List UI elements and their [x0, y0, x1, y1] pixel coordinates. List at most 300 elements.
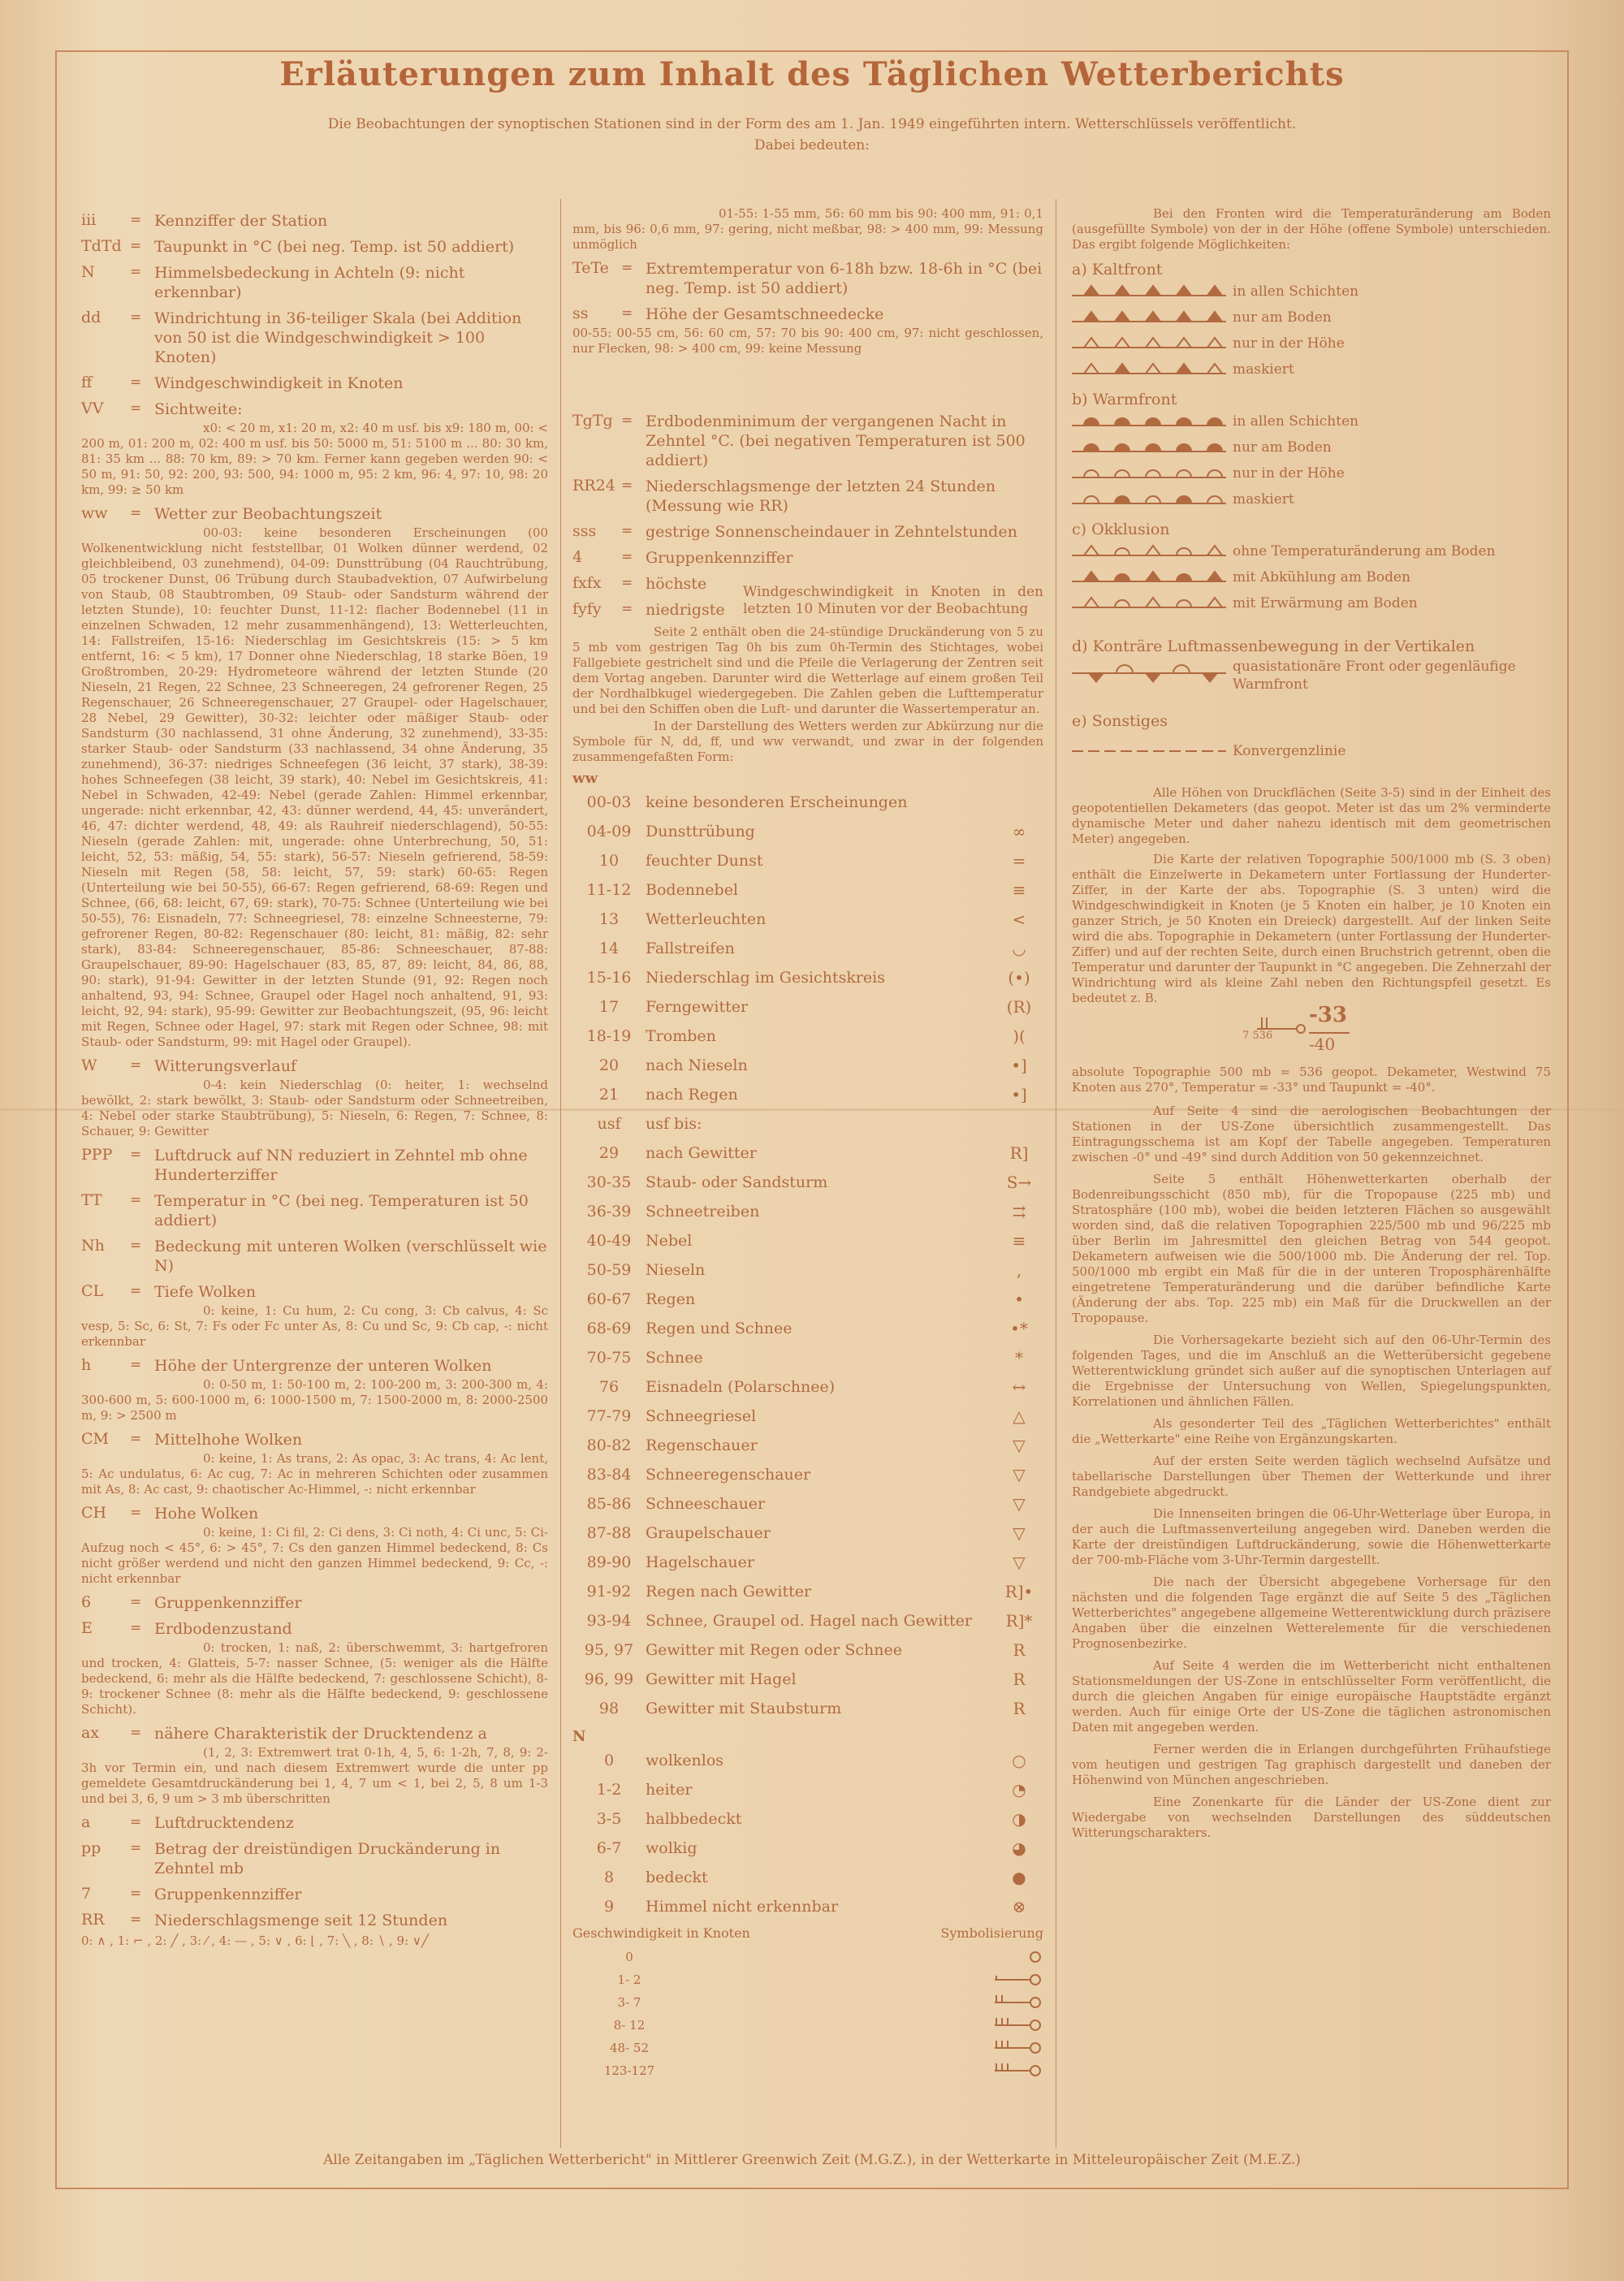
erste-seite-text: Auf der ersten Seite werden täglich wechselnd Aufsätze und tabellarische Darstellungen über Themen der Wetterkunde und ihrer Randgebiete abgedruckt. — [1072, 1454, 1551, 1499]
ww-symbol: ▽ — [1013, 1494, 1026, 1514]
code-entry — [81, 1724, 548, 1743]
n-symbol: ○ — [1012, 1751, 1026, 1770]
ww-label: Nieseln — [646, 1261, 706, 1279]
ww-symbol: ≡ — [1012, 880, 1026, 900]
front-label: in allen Schichten — [1233, 283, 1359, 300]
ww-code: 15-16 — [586, 969, 632, 987]
ww-row — [572, 1548, 1043, 1577]
ww-code: 17 — [598, 998, 620, 1016]
ww-symbol: (•) — [1008, 968, 1030, 987]
ww-symbol: , — [1016, 1260, 1022, 1280]
n-symbol: ◑ — [1012, 1809, 1026, 1829]
ww-label: Regen und Schnee — [646, 1320, 793, 1337]
ww-code: 89-90 — [586, 1553, 632, 1571]
occl-front-symbol — [1072, 567, 1226, 588]
wind-barb-icon — [987, 1994, 1043, 2011]
front-label: ohne Temperaturänderung am Boden — [1233, 543, 1496, 559]
ww-code: usf — [597, 1115, 621, 1133]
hoehen-text: Alle Höhen von Druckflächen (Seite 3-5) sind in der Einheit des geopotentiellen Dekameters (das geopot. Meter ist das um 2% verminderte dynamische Meter und daher nahezu identisch mit dem geometrischen Meter) angegeben. — [1072, 785, 1551, 846]
ww-label: Gewitter mit Staubsturm — [646, 1700, 842, 1717]
entry-description: Luftdrucktendenz — [154, 1814, 294, 1832]
ww-symbol: ◡ — [1012, 939, 1026, 958]
entry-description: Windrichtung in 36-teiliger Skala (bei Addition von 50 ist die Windgeschwindigkeit > 100 Knoten) — [154, 309, 522, 366]
code-entry — [81, 1593, 548, 1613]
ww-row — [572, 934, 1043, 963]
ww-symbol: )( — [1013, 1026, 1026, 1046]
equals-sign: = — [130, 1057, 142, 1074]
entry-symbol: CH — [81, 1504, 107, 1522]
n-table — [572, 1746, 1043, 1921]
ww-symbol: ▽ — [1013, 1523, 1026, 1543]
code-entry — [81, 1911, 548, 1930]
ww-label: Eisnadeln (Polarschnee) — [646, 1378, 836, 1396]
entry-symbol: TdTd — [81, 237, 122, 255]
entry-description: Höhe der Untergrenze der unteren Wolken — [154, 1357, 492, 1375]
column-right — [1072, 205, 1551, 1841]
ww-row — [572, 1255, 1043, 1285]
ww-label: Staub- oder Sandsturm — [646, 1173, 828, 1191]
subtitle-line-1: Die Beobachtungen der synoptischen Stationen sind in der Form des am 1. Jan. 1949 eingeführten intern. Wetterschlüssels veröffentlicht. — [327, 116, 1297, 132]
n-row — [572, 1892, 1043, 1921]
wind-header — [572, 1921, 1043, 1946]
equals-sign: = — [130, 212, 142, 228]
n-code: 3-5 — [596, 1810, 622, 1828]
vorhersage-text: Die Vorhersagekarte bezieht sich auf den 06-Uhr-Termin des folgenden Tages, und die im Anschluß an die Wetterübersicht gegebene Wetterentwicklung gründet sich außer auf die synoptischen Unterlagen auf die Ergebnisse der Untersuchung von Wellen, Spiegelungspunkten, Korrelationen und ähnlichen Fällen. — [1072, 1333, 1551, 1409]
equals-sign: = — [130, 1505, 142, 1521]
ww-label: Wetterleuchten — [646, 910, 767, 928]
entry-description: Gruppenkennziffer — [154, 1594, 302, 1612]
ww-code: 93-94 — [586, 1612, 632, 1630]
ww-symbol: ≡ — [1012, 1231, 1026, 1251]
entry-detail: (1, 2, 3: Extremwert trat 0-1h, 4, 5, 6: 1-2h, 7, 8, 9: 2-3h vor Termin ein, und nach diesem Extremwert wurde die unter pp gemeldete Gesamtdruckänderung bei 1, 4, 7 um < 1, bei 2, 5, 8 um 1-3 und bei 3, 6, 9 um > 3 mb überschritten — [81, 1745, 548, 1806]
front-row — [1072, 564, 1551, 590]
ww-row — [572, 1080, 1043, 1109]
ww-symbol: R — [1013, 1699, 1026, 1718]
ww-row — [572, 1489, 1043, 1519]
equals-sign: = — [621, 601, 633, 617]
wind-barb-icon — [987, 1948, 1043, 1966]
fx-note: Windgeschwindigkeit in Knoten in den letzten 10 Minuten vor der Beobachtung — [743, 584, 1043, 617]
front-label: maskiert — [1233, 491, 1294, 508]
entry-description: Niederschlagsmenge der letzten 24 Stunden (Messung wie RR) — [646, 477, 996, 515]
kaltfront-list — [1072, 279, 1551, 382]
entry-symbol: 7 — [81, 1885, 92, 1903]
tendency-symbols: 0: ∧ , 1: ⌐ , 2: ╱ , 3: ⁄ , 4: — , 5: ∨ , 6: ⌊ , 7: ╲ , 8: ∖ , 9: ∨╱ — [81, 1933, 429, 1948]
ww-code: 85-86 — [586, 1495, 632, 1513]
entry-description: gestrige Sonnenscheindauer in Zehntelstunden — [646, 523, 1017, 541]
ww-label: feuchter Dunst — [646, 852, 763, 870]
ww-row — [572, 817, 1043, 846]
ww-label: Schneetreiben — [646, 1203, 760, 1220]
ww-label: Schnee — [646, 1349, 703, 1367]
equals-sign: = — [130, 505, 142, 521]
ww-symbol: •* — [1010, 1319, 1028, 1338]
ww-row — [572, 1665, 1043, 1694]
ww-label: Regen — [646, 1290, 696, 1308]
equals-sign: = — [130, 264, 142, 280]
wind-barb-icon — [987, 2062, 1043, 2080]
front-label: in allen Schichten — [1233, 413, 1359, 430]
ww-symbol: R]* — [1005, 1611, 1033, 1631]
ww-label: Schneeregenschauer — [646, 1466, 811, 1484]
ww-code: 14 — [598, 940, 620, 957]
ww-label: Schnee, Graupel od. Hagel nach Gewitter — [646, 1612, 972, 1630]
ww-code: 60-67 — [586, 1290, 632, 1308]
entry-description: Kennziffer der Station — [154, 212, 328, 230]
front-label: nur in der Höhe — [1233, 465, 1345, 482]
entry-detail: 0-4: kein Niederschlag (0: heiter, 1: wechselnd bewölkt, 2: stark bewölkt, 3: Staub- oder Sandsturm oder Schneetreiben, 4: Nebel oder starke Staubtrübung), 5: Nieseln, 6: Regen, 7: Schnee, 8: Schauer, 9: Gewitter — [81, 1078, 548, 1138]
kontraer-row — [1072, 655, 1551, 696]
entry-description: Tiefe Wolken — [154, 1283, 257, 1301]
entry-symbol: fyfy — [572, 600, 602, 618]
wind-speed: 8- 12 — [613, 2018, 646, 2033]
entry-symbol: fxfx — [572, 574, 602, 592]
wind-arrow-icon — [1257, 1013, 1306, 1045]
entry-symbol: CM — [81, 1430, 109, 1448]
vv-text: x0: < 20 m, x1: 20 m, x2: 40 m usf. bis x9: 180 m, 00: < 200 m, 01: 200 m, 02: 400 m usf. bis 50: 5000 m, 51: 5100 m ... 80: 30 km, 81: 35 km ... 88: 70 km, 89: > 70 km. Ferner kann gegeben werden 90: < 50 m, 91: 50, 92: 200, 93: 500, 94: 1000 m, 95: 2 km, 96: 4, 97: 10, 98: 20 km, 99: ≥ 50 km — [81, 421, 548, 497]
ww-code: 10 — [598, 852, 620, 870]
page-subtitle — [0, 114, 1624, 156]
warm-front-symbol — [1072, 411, 1226, 432]
code-entry — [572, 548, 1043, 568]
entry-symbol: VV — [81, 400, 104, 417]
kontraer-label: quasistationäre Front oder gegenläufige Warmfront — [1233, 659, 1516, 693]
equals-sign: = — [130, 1192, 142, 1208]
code-entry — [572, 259, 1043, 298]
front-label: mit Abkühlung am Boden — [1233, 569, 1411, 585]
ww-symbol: (R) — [1006, 997, 1032, 1017]
front-label: nur am Boden — [1233, 309, 1332, 326]
occl-front-symbol — [1072, 541, 1226, 562]
code-entry — [572, 305, 1043, 324]
n-label: Himmel nicht erkennbar — [646, 1898, 839, 1916]
equals-sign: = — [130, 238, 142, 254]
equals-sign: = — [621, 477, 633, 494]
code-list-a — [81, 211, 548, 419]
entry-description: Windgeschwindigkeit in Knoten — [154, 374, 404, 392]
ww-label: Dunsttrübung — [646, 823, 755, 840]
equals-sign: = — [621, 413, 633, 429]
entry-description: Himmelsbedeckung in Achteln (9: nicht erkennbar) — [154, 264, 465, 301]
ww-code: 04-09 — [586, 823, 632, 840]
ww-code: 13 — [598, 910, 620, 928]
entry-symbol: CL — [81, 1282, 104, 1300]
entry-description: Erdbodenminimum der vergangenen Nacht in Zehntel °C. (bei negativen Temperaturen ist 500 addiert) — [646, 413, 1026, 469]
ww-label: Regenschauer — [646, 1436, 758, 1454]
n-label: halbbedeckt — [646, 1810, 742, 1828]
front-row — [1072, 434, 1551, 460]
entry-symbol: pp — [81, 1839, 102, 1857]
entry-description: Höhe der Gesamtschneedecke — [646, 305, 884, 323]
ww-row — [572, 963, 1043, 992]
ww-symbol: ▽ — [1013, 1465, 1026, 1484]
entry-detail: 0: keine, 1: As trans, 2: As opac, 3: Ac trans, 4: Ac lent, 5: Ac undulatus, 6: Ac cug, 7: Ac in mehreren Schichten oder zusammen mit As, 8: Ac cast, 9: chaotischer Ac-Himmel, -: nicht erkennbar — [81, 1451, 548, 1497]
ww-label: nach Regen — [646, 1086, 738, 1104]
code-entry — [81, 1885, 548, 1904]
entry-description: höchste — [646, 575, 707, 593]
wind-speed: 1- 2 — [617, 1972, 641, 1987]
ww-label: Graupelschauer — [646, 1524, 771, 1542]
code-entry — [81, 1237, 548, 1276]
ww-label: Schneeschauer — [646, 1495, 766, 1513]
okklusion-list — [1072, 538, 1551, 616]
ww-symbol: R]• — [1004, 1582, 1034, 1601]
ww-code: 96, 99 — [584, 1670, 634, 1688]
front-label: nur am Boden — [1233, 439, 1332, 456]
entry-symbol: N — [81, 263, 95, 281]
code-entry — [81, 1813, 548, 1833]
ww-symbol: < — [1012, 909, 1026, 929]
n-label: heiter — [646, 1781, 693, 1799]
equals-sign: = — [130, 1594, 142, 1610]
ww-row — [572, 1197, 1043, 1226]
page-title: Erläuterungen zum Inhalt des Täglichen Wetterberichts — [279, 55, 1345, 93]
ww-label: usf bis: — [646, 1115, 702, 1133]
ww-row — [572, 1168, 1043, 1197]
entry-description: Sichtweite: — [154, 400, 243, 418]
ww-code: 30-35 — [586, 1173, 632, 1191]
footer-note: Alle Zeitangaben im „Täglichen Wetterbericht" in Mittlerer Greenwich Zeit (M.G.Z.), in der Wetterkarte in Mitteleuropäischer Zeit (M.E.Z.) — [323, 2152, 1301, 2168]
code-entry — [81, 1430, 548, 1449]
ww-symbol: R] — [1009, 1143, 1029, 1163]
ww-label: Hagelschauer — [646, 1553, 754, 1571]
entry-symbol: TT — [81, 1191, 102, 1209]
code-entry — [572, 412, 1043, 470]
seite4-text: Auf Seite 4 sind die aerologischen Beobachtungen der Stationen in der US-Zone übersichtlich zusammengestellt. Das Eintragungsschema ist am Kopf der Tabelle angegeben. Temperaturen zwischen -0° und -49° sind durch Addition von 50 gekennzeichnet. — [1072, 1104, 1551, 1164]
entry-symbol: h — [81, 1356, 92, 1374]
entry-symbol: iii — [81, 211, 97, 229]
equals-sign: = — [130, 1620, 142, 1636]
ww-code: 11-12 — [586, 881, 632, 899]
code-entry — [81, 1191, 548, 1230]
equals-sign: = — [621, 549, 633, 565]
warmfront-heading: b) Warmfront — [1072, 391, 1177, 408]
ww-symbol: * — [1015, 1348, 1023, 1367]
seite2-text: Seite 2 enthält oben die 24-stündige Druckänderung von 5 zu 5 mb vom gestrigen Tag 0h bis zum 0h-Termin des Stichtages, wobei Fallgebiete gestrichelt sind und die Pfeile die Verlagerung der Zentren seit dem Vortag angeben. Darunter wird die Wetterlage auf einem großen Teil der Nordhalbkugel wiedergegeben. Die Zahlen geben die Lufttemperatur und bei den Schiffen oben die Luft- und darunter die Wassertemperatur an. — [572, 624, 1043, 716]
equals-sign: = — [130, 1886, 142, 1902]
wind-header-left: Geschwindigkeit in Knoten — [572, 1925, 750, 1941]
equals-sign: = — [130, 1840, 142, 1856]
n-row — [572, 1804, 1043, 1834]
code-entry — [81, 1839, 548, 1878]
equals-sign: = — [621, 305, 633, 322]
ww-code: 18-19 — [586, 1027, 632, 1045]
ss-text: 00-55: 00-55 cm, 56: 60 cm, 57: 70 bis 90: 400 cm, 97: nicht geschlossen, nur Flecken, 98: > 400 cm, 99: keine Messung — [572, 326, 1043, 356]
front-label: maskiert — [1233, 361, 1294, 378]
darstellung-text: In der Darstellung des Wetters werden zur Abkürzung nur die Symbole für N, dd, ff, und ww verwandt, und zwar in der folgenden zusammengefaßten Form: — [572, 719, 1043, 764]
wind-row — [572, 1946, 1043, 1968]
front-row — [1072, 330, 1551, 356]
n-label: wolkig — [646, 1839, 698, 1857]
column-left — [81, 205, 548, 1949]
ww-symbol: ▽ — [1013, 1436, 1026, 1455]
entry-detail: 0: keine, 1: Ci fil, 2: Ci dens, 3: Ci noth, 4: Ci unc, 5: Ci-Aufzug noch < 45°, 6: > 45°, 7: Cs den ganzen Himmel bedeckend, 8: Cs nicht größer werdend und nicht den ganzen Himmel bedeckend, 9: Cc, -: nicht erkennbar — [81, 1525, 548, 1586]
ww-row — [572, 1285, 1043, 1314]
ww-code: 50-59 — [586, 1261, 632, 1279]
front-row — [1072, 590, 1551, 616]
n-row — [572, 1834, 1043, 1863]
ww-code: 36-39 — [586, 1203, 632, 1220]
fronten-intro: Bei den Fronten wird die Temperaturänderung am Boden (ausgefüllte Symbole) von der in der Höhe (offene Symbole) unterschieden. Das ergibt folgende Möglichkeiten: — [1072, 206, 1551, 252]
ww-code: 00-03 — [586, 793, 632, 811]
front-row — [1072, 486, 1551, 512]
ww-table — [572, 788, 1043, 1723]
equals-sign: = — [130, 1814, 142, 1830]
code-entry — [81, 400, 548, 419]
ww-code: 20 — [598, 1056, 620, 1074]
ww-code: 83-84 — [586, 1466, 632, 1484]
entry-symbol: sss — [572, 522, 597, 540]
ww-row — [572, 905, 1043, 934]
cold-front-symbol — [1072, 359, 1226, 380]
ww-header: ww — [572, 770, 598, 787]
equals-sign: = — [130, 1725, 142, 1741]
entry-symbol: E — [81, 1619, 93, 1637]
example-left-values: 7 536 — [1242, 1030, 1273, 1042]
stationary-front-symbol — [1072, 663, 1226, 688]
ww-symbol: ▽ — [1013, 1553, 1026, 1572]
ww-row — [572, 1577, 1043, 1606]
entry-description: Gruppenkennziffer — [154, 1886, 302, 1903]
seite5-text: Seite 5 enthält Höhenwetterkarten oberhalb der Bodenreibungsschicht (850 mb), für die Tropopause (225 mb) und Stratosphäre (100 mb), wobei die beiden letzteren Flächen so ausgewählt worden sind, daß die relativen Topographien 225/500 mb und 96/225 mb über Berlin im Jahresmittel den gleichen Betrag von 544 geopot. Dekametern aufweisen wie die 500/1000 mb. Die Änderung der rel. Top. 500/1000 mb ergibt ein Maß für die in der unteren Troposphärenhälfte eingetretene Temperaturänderung und die darüber befindliche Karte (Änderung der abs. Top. 225 mb) ein Maß für die Druckwellen an der Tropopause. — [1072, 1172, 1551, 1325]
equals-sign: = — [130, 1357, 142, 1373]
example-text: absolute Topographie 500 mb = 536 geopot. Dekameter, Westwind 75 Knoten aus 270°, Temperatur = -33° und Taupunkt = -40°. — [1072, 1065, 1551, 1095]
code-entry — [81, 263, 548, 302]
ww-code: 95, 97 — [584, 1641, 634, 1659]
wind-table — [572, 1946, 1043, 2082]
ww-label: Ferngewitter — [646, 998, 749, 1016]
n-row — [572, 1775, 1043, 1804]
entry-symbol: W — [81, 1056, 97, 1074]
ww-row — [572, 1460, 1043, 1489]
topo-text: Die Karte der relativen Topographie 500/1000 mb (S. 3 oben) enthält die Einzelwerte in Dekametern unter Fortlassung der Hunderter-Ziffer, in der Karte der abs. Topographie (S. 3 unten) wird die Windgeschwindigkeit in Knoten (je 5 Knoten ein halber, je 10 Knoten ein ganzer Strich, je 50 Knoten ein Dreieck) dargestellt. Auf der linken Seite wird die abs. Topographie in Dekametern (unter Fortlassung der Hunderter-Ziffer) und auf der rechten Seite, durch einen Bruchstrich getrennt, oben die Temperatur und darunter der Taupunkt in °C angegeben. Die Zehnerzahl der Windrichtung wird als kleine Zahl neben den Richtungspfeil gesetzt. Es bedeutet z. B. — [1072, 852, 1551, 1005]
n-label: wolkenlos — [646, 1752, 724, 1769]
wind-barb-icon — [987, 2039, 1043, 2057]
ww-row — [572, 1372, 1043, 1402]
wind-barb-icon — [987, 2016, 1043, 2034]
subtitle-line-2: Dabei bedeuten: — [754, 137, 870, 153]
entry-description: Extremtemperatur von 6-18h bzw. 18-6h in °C (bei neg. Temp. ist 50 addiert) — [646, 260, 1043, 297]
entry-description: Gruppenkennziffer — [646, 549, 793, 567]
ww-row — [572, 846, 1043, 875]
seite4b-text: Auf Seite 4 werden die im Wetterbericht nicht enthaltenen Stationsmeldungen der US-Zone in entschlüsselter Form veröffentlicht, die durch die gleichen Angaben für einige europäische Hauptstädte ergänzt werden. Auch für einige Orte der US-Zone die täglichen astronomischen Daten mit angegeben werden. — [1072, 1658, 1551, 1735]
code-entry — [81, 1356, 548, 1376]
ww-symbol: ↔ — [1012, 1377, 1026, 1397]
ww-symbol: R — [1013, 1670, 1026, 1689]
ww-row — [572, 1051, 1043, 1080]
nach-text: Die nach der Übersicht abgegebene Vorhersage für den nächsten und die folgenden Tage ergänzt die auf Seite 5 des „Täglichen Wetterberichtes" angegebene allgemeine Wetterentwicklung durch präzisere Angaben über die einzelnen Wetterelemente für die verschiedenen Prognosenbezirke. — [1072, 1575, 1551, 1651]
example-temperature: -33 — [1309, 1003, 1347, 1027]
ww-row — [572, 1109, 1043, 1138]
wind-speed: 3- 7 — [617, 1995, 641, 2010]
ww-row — [572, 788, 1043, 817]
ww-label: Schneegriesel — [646, 1407, 757, 1425]
entry-description: Temperatur in °C (bei neg. Temperaturen ist 50 addiert) — [154, 1192, 529, 1229]
kaltfront-heading: a) Kaltfront — [1072, 261, 1163, 279]
kontraer-heading: d) Konträre Luftmassenbewegung in der Vertikalen — [1072, 637, 1475, 655]
wind-row — [572, 2037, 1043, 2059]
ww-label: nach Gewitter — [646, 1144, 757, 1162]
ww-row — [572, 1431, 1043, 1460]
entry-symbol: TeTe — [572, 259, 609, 277]
okklusion-heading: c) Okklusion — [1072, 521, 1170, 538]
entry-detail: 0: trocken, 1: naß, 2: überschwemmt, 3: hartgefroren und trocken, 4: Glatteis, 5-7: nasser Schnee, (5: weniger als die Hälfte bedeckend, 6: mehr als die Hälfte bedeckend, 7: geschlossene Schicht), 8-9: trockener Schnee (8: mehr als die Hälfte bedeckend, 9: geschlossene Schicht). — [81, 1640, 548, 1717]
zonen-text: Eine Zonenkarte für die Länder der US-Zone dient zur Wiedergabe von wechselnden Darstellungen des süddeutschen Witterungscharakters. — [1072, 1795, 1551, 1840]
code-entry — [81, 1146, 548, 1185]
ww-row — [572, 1314, 1043, 1343]
ww-code: 21 — [598, 1086, 620, 1104]
konvergenz-row — [1072, 738, 1551, 764]
code-entry — [572, 522, 1043, 542]
entry-symbol: RR — [81, 1911, 105, 1929]
sonstiges-heading: e) Sonstiges — [1072, 712, 1168, 730]
ww-symbol: ⇉ — [1012, 1202, 1026, 1221]
equals-sign: = — [621, 260, 633, 276]
entry-symbol: ww — [81, 504, 108, 522]
entry-symbol: PPP — [81, 1146, 113, 1164]
front-label: mit Erwärmung am Boden — [1233, 595, 1418, 611]
code-entry — [81, 1056, 548, 1076]
entry-description: Witterungsverlauf — [154, 1057, 296, 1075]
ww-row — [572, 1022, 1043, 1051]
ww-label: Nebel — [646, 1232, 693, 1250]
cold-front-symbol — [1072, 281, 1226, 302]
cold-front-symbol — [1072, 307, 1226, 328]
ww-row — [572, 875, 1043, 905]
n-row — [572, 1863, 1043, 1892]
ww-code: 70-75 — [586, 1349, 632, 1367]
code-entry — [572, 477, 1043, 516]
code-entry — [81, 1619, 548, 1639]
front-row — [1072, 538, 1551, 564]
ww-label: Niederschlag im Gesichtskreis — [646, 969, 885, 987]
n-symbol: ◔ — [1012, 1780, 1026, 1799]
ww-label: Fallstreifen — [646, 940, 735, 957]
entry-description: Taupunkt in °C (bei neg. Temp. ist 50 addiert) — [154, 238, 515, 256]
entry-detail: 0: 0-50 m, 1: 50-100 m, 2: 100-200 m, 3: 200-300 m, 4: 300-600 m, 5: 600-1000 m, 6: 1000-1500 m, 7: 1500-2000 m, 8: 2000-2500 m, 9: > 2500 m — [81, 1377, 548, 1423]
entry-symbol: ss — [572, 305, 589, 322]
topo-example — [1072, 1003, 1551, 1063]
wetterkarte-text: Als gesonderter Teil des „Täglichen Wetterberichtes" enthält die „Wetterkarte" eine Reihe von Ergänzungskarten. — [1072, 1416, 1551, 1446]
ww-code: 91-92 — [586, 1583, 632, 1601]
entry-description: Betrag der dreistündigen Druckänderung in Zehntel mb — [154, 1840, 501, 1877]
ww-label: Gewitter mit Regen oder Schnee — [646, 1641, 902, 1659]
front-row — [1072, 460, 1551, 486]
rr-text: 01-55: 1-55 mm, 56: 60 mm bis 90: 400 mm, 91: 0,1 mm, bis 96: 0,6 mm, 97: gering, nicht meßbar, 98: > 400 mm, 99: Messung unmöglich — [572, 206, 1043, 252]
konvergenz-label: Konvergenzlinie — [1233, 743, 1346, 759]
entry-description: Mittelhohe Wolken — [154, 1431, 303, 1449]
ww-row — [572, 1635, 1043, 1665]
example-dewpoint: -40 — [1309, 1035, 1336, 1054]
n-code: 9 — [603, 1898, 615, 1916]
entry-ww — [81, 504, 548, 524]
column-middle — [572, 205, 1043, 2082]
ww-symbol: •] — [1011, 1085, 1027, 1104]
fraction-bar — [1309, 1032, 1350, 1034]
wind-barb-icon — [987, 1971, 1043, 1989]
entry-symbol: Nh — [81, 1237, 105, 1255]
ww-label: Tromben — [646, 1027, 716, 1045]
n-code: 6-7 — [596, 1839, 622, 1857]
entry-description: Hohe Wolken — [154, 1505, 259, 1523]
ww-symbol: △ — [1013, 1406, 1026, 1426]
cold-front-symbol — [1072, 333, 1226, 354]
n-code: 1-2 — [596, 1781, 622, 1799]
front-row — [1072, 305, 1551, 330]
code-entry — [81, 237, 548, 257]
occl-front-symbol — [1072, 593, 1226, 614]
wind-row — [572, 1968, 1043, 1991]
